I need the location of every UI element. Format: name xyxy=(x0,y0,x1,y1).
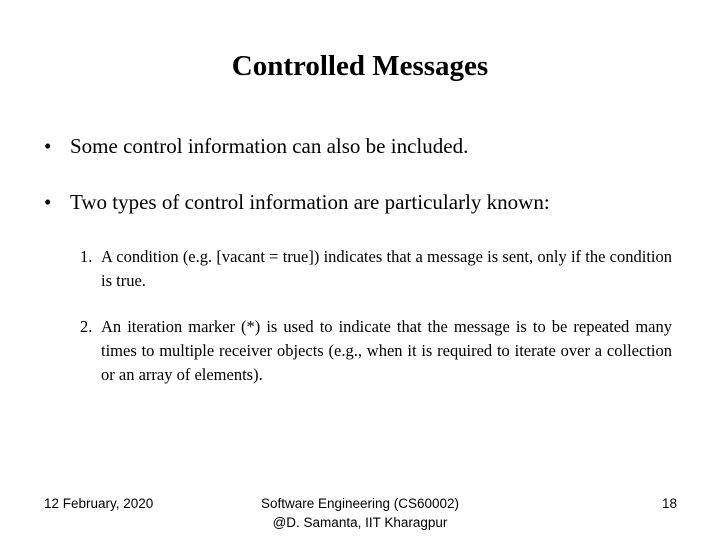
footer-date: 12 February, 2020 xyxy=(44,496,154,511)
numbered-marker: 1. xyxy=(80,247,93,266)
bullet-item xyxy=(44,190,684,215)
footer-author-line: @D. Samanta, IIT Kharagpur xyxy=(272,515,448,530)
footer-course xyxy=(210,494,510,532)
bullet-marker: • xyxy=(44,134,52,158)
numbered-text: A condition (e.g. [vacant = true]) indicates that a message is sent, only if the condition is true. xyxy=(101,247,672,290)
bullet-item xyxy=(44,134,684,159)
footer-course-line: Software Engineering (CS60002) xyxy=(260,496,460,511)
slide-title: Controlled Messages xyxy=(231,50,489,82)
bullet-text: Some control information can also be included. xyxy=(70,134,469,158)
numbered-item xyxy=(80,315,672,387)
numbered-marker: 2. xyxy=(80,317,93,336)
numbered-text: An iteration marker (*) is used to indicate that the message is to be repeated many times to multiple receiver objects (e.g., when it is required to iterate over a collection or an array of elements). xyxy=(101,317,672,384)
page-number: 18 xyxy=(661,496,677,511)
bullet-marker: • xyxy=(44,190,52,214)
numbered-item xyxy=(80,245,672,293)
bullet-text: Two types of control information are particularly known: xyxy=(70,190,550,214)
